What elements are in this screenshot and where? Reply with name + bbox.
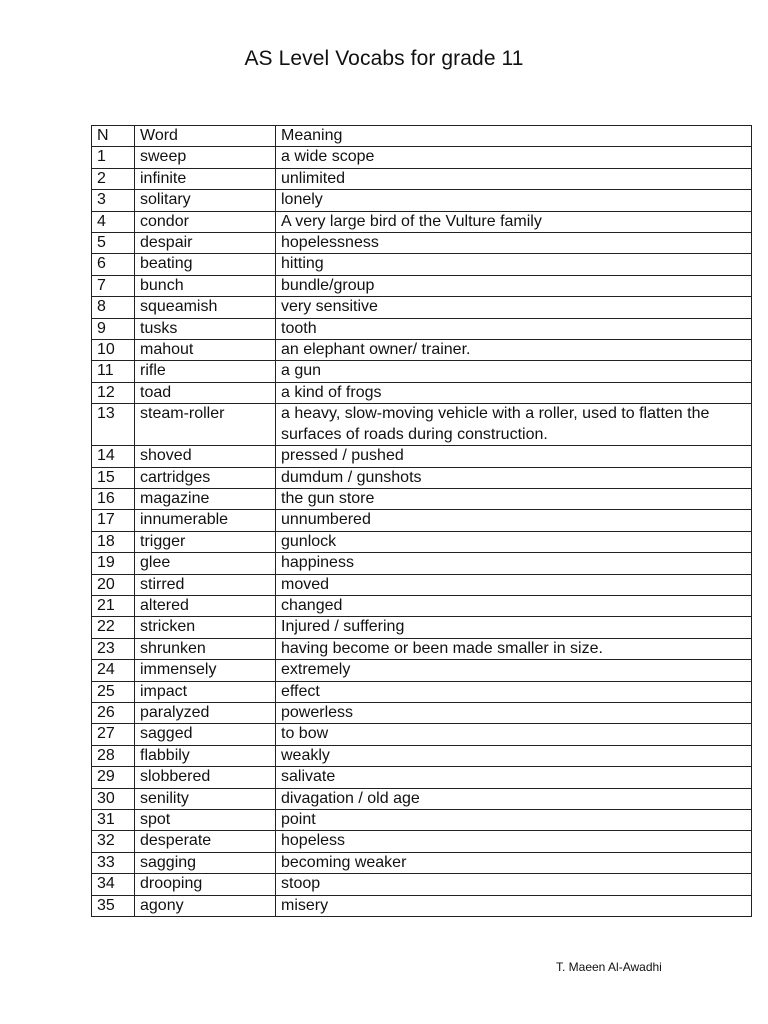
row-meaning: hopelessness [276,233,752,254]
table-row [92,852,752,873]
row-number: 22 [92,617,135,638]
row-number: 33 [92,852,135,873]
row-number: 29 [92,767,135,788]
row-word: condor [135,211,276,232]
table-row [92,340,752,361]
row-meaning: point [276,810,752,831]
table-row [92,702,752,723]
table-row [92,724,752,745]
row-number: 21 [92,595,135,616]
row-meaning: moved [276,574,752,595]
table-row [92,895,752,916]
table-row [92,595,752,616]
row-word: trigger [135,531,276,552]
row-number: 9 [92,318,135,339]
row-word: desperate [135,831,276,852]
row-meaning: hitting [276,254,752,275]
table-row [92,767,752,788]
row-word: shrunken [135,638,276,659]
header-meaning: Meaning [276,126,752,147]
row-meaning: to bow [276,724,752,745]
table-row [92,553,752,574]
row-meaning: A very large bird of the Vulture family [276,211,752,232]
table-row [92,617,752,638]
table-row [92,831,752,852]
row-word: glee [135,553,276,574]
row-word: solitary [135,190,276,211]
table-row [92,574,752,595]
vocab-table [91,125,752,917]
row-word: spot [135,810,276,831]
row-number: 14 [92,446,135,467]
row-word: cartridges [135,467,276,488]
row-meaning: divagation / old age [276,788,752,809]
row-number: 18 [92,531,135,552]
row-meaning: an elephant owner/ trainer. [276,340,752,361]
row-number: 31 [92,810,135,831]
row-meaning: salivate [276,767,752,788]
table-row [92,233,752,254]
table-row [92,510,752,531]
header-n: N [92,126,135,147]
row-word: altered [135,595,276,616]
row-meaning: a kind of frogs [276,382,752,403]
row-word: stricken [135,617,276,638]
row-number: 10 [92,340,135,361]
row-number: 24 [92,660,135,681]
table-row [92,190,752,211]
table-row [92,488,752,509]
row-word: stirred [135,574,276,595]
row-word: infinite [135,168,276,189]
table-row [92,681,752,702]
table-row [92,168,752,189]
page-title: AS Level Vocabs for grade 11 [244,47,524,70]
row-meaning: weakly [276,745,752,766]
table-body [92,147,752,917]
row-meaning: a heavy, slow-moving vehicle with a roller, used to flatten the surfaces of roads during construction. [276,404,752,446]
table-row [92,467,752,488]
table-row [92,531,752,552]
row-word: squeamish [135,297,276,318]
row-meaning: bundle/group [276,275,752,296]
row-number: 25 [92,681,135,702]
row-meaning: hopeless [276,831,752,852]
table-row [92,147,752,168]
row-word: beating [135,254,276,275]
table-row [92,361,752,382]
row-word: despair [135,233,276,254]
header-word: Word [135,126,276,147]
row-meaning: gunlock [276,531,752,552]
row-number: 35 [92,895,135,916]
row-meaning: having become or been made smaller in size. [276,638,752,659]
row-word: mahout [135,340,276,361]
table-row [92,275,752,296]
table-row [92,211,752,232]
row-meaning: the gun store [276,488,752,509]
row-number: 1 [92,147,135,168]
row-number: 7 [92,275,135,296]
table-row [92,660,752,681]
row-number: 17 [92,510,135,531]
row-meaning: effect [276,681,752,702]
table-row [92,318,752,339]
row-word: senility [135,788,276,809]
row-meaning: pressed / pushed [276,446,752,467]
row-word: tusks [135,318,276,339]
row-number: 19 [92,553,135,574]
row-word: rifle [135,361,276,382]
row-word: toad [135,382,276,403]
row-number: 23 [92,638,135,659]
row-word: bunch [135,275,276,296]
author-signature: T. Maeen Al-Awadhi [556,960,662,974]
row-number: 6 [92,254,135,275]
row-meaning: a gun [276,361,752,382]
row-number: 4 [92,211,135,232]
row-number: 27 [92,724,135,745]
row-word: agony [135,895,276,916]
table-header-row [92,126,752,147]
row-meaning: happiness [276,553,752,574]
row-number: 28 [92,745,135,766]
row-number: 32 [92,831,135,852]
row-word: flabbily [135,745,276,766]
row-number: 26 [92,702,135,723]
row-word: drooping [135,874,276,895]
table-row [92,810,752,831]
row-word: magazine [135,488,276,509]
row-number: 3 [92,190,135,211]
row-word: slobbered [135,767,276,788]
row-word: innumerable [135,510,276,531]
row-meaning: unnumbered [276,510,752,531]
row-number: 15 [92,467,135,488]
row-meaning: a wide scope [276,147,752,168]
row-meaning: very sensitive [276,297,752,318]
row-word: steam-roller [135,404,276,446]
row-word: immensely [135,660,276,681]
row-meaning: dumdum / gunshots [276,467,752,488]
row-word: impact [135,681,276,702]
table-row [92,297,752,318]
row-number: 16 [92,488,135,509]
table-row [92,404,752,446]
table-row [92,745,752,766]
row-meaning: lonely [276,190,752,211]
row-meaning: becoming weaker [276,852,752,873]
row-word: paralyzed [135,702,276,723]
table-row [92,382,752,403]
row-meaning: changed [276,595,752,616]
row-number: 34 [92,874,135,895]
table-row [92,788,752,809]
row-meaning: Injured / suffering [276,617,752,638]
table-row [92,638,752,659]
row-number: 12 [92,382,135,403]
row-number: 13 [92,404,135,446]
row-word: shoved [135,446,276,467]
row-meaning: tooth [276,318,752,339]
table-row [92,446,752,467]
table-row [92,874,752,895]
row-word: sweep [135,147,276,168]
row-number: 20 [92,574,135,595]
row-number: 30 [92,788,135,809]
row-word: sagging [135,852,276,873]
row-number: 2 [92,168,135,189]
row-meaning: stoop [276,874,752,895]
row-meaning: misery [276,895,752,916]
row-number: 11 [92,361,135,382]
row-meaning: extremely [276,660,752,681]
row-number: 5 [92,233,135,254]
row-number: 8 [92,297,135,318]
row-meaning: unlimited [276,168,752,189]
table-row [92,254,752,275]
row-meaning: powerless [276,702,752,723]
row-word: sagged [135,724,276,745]
